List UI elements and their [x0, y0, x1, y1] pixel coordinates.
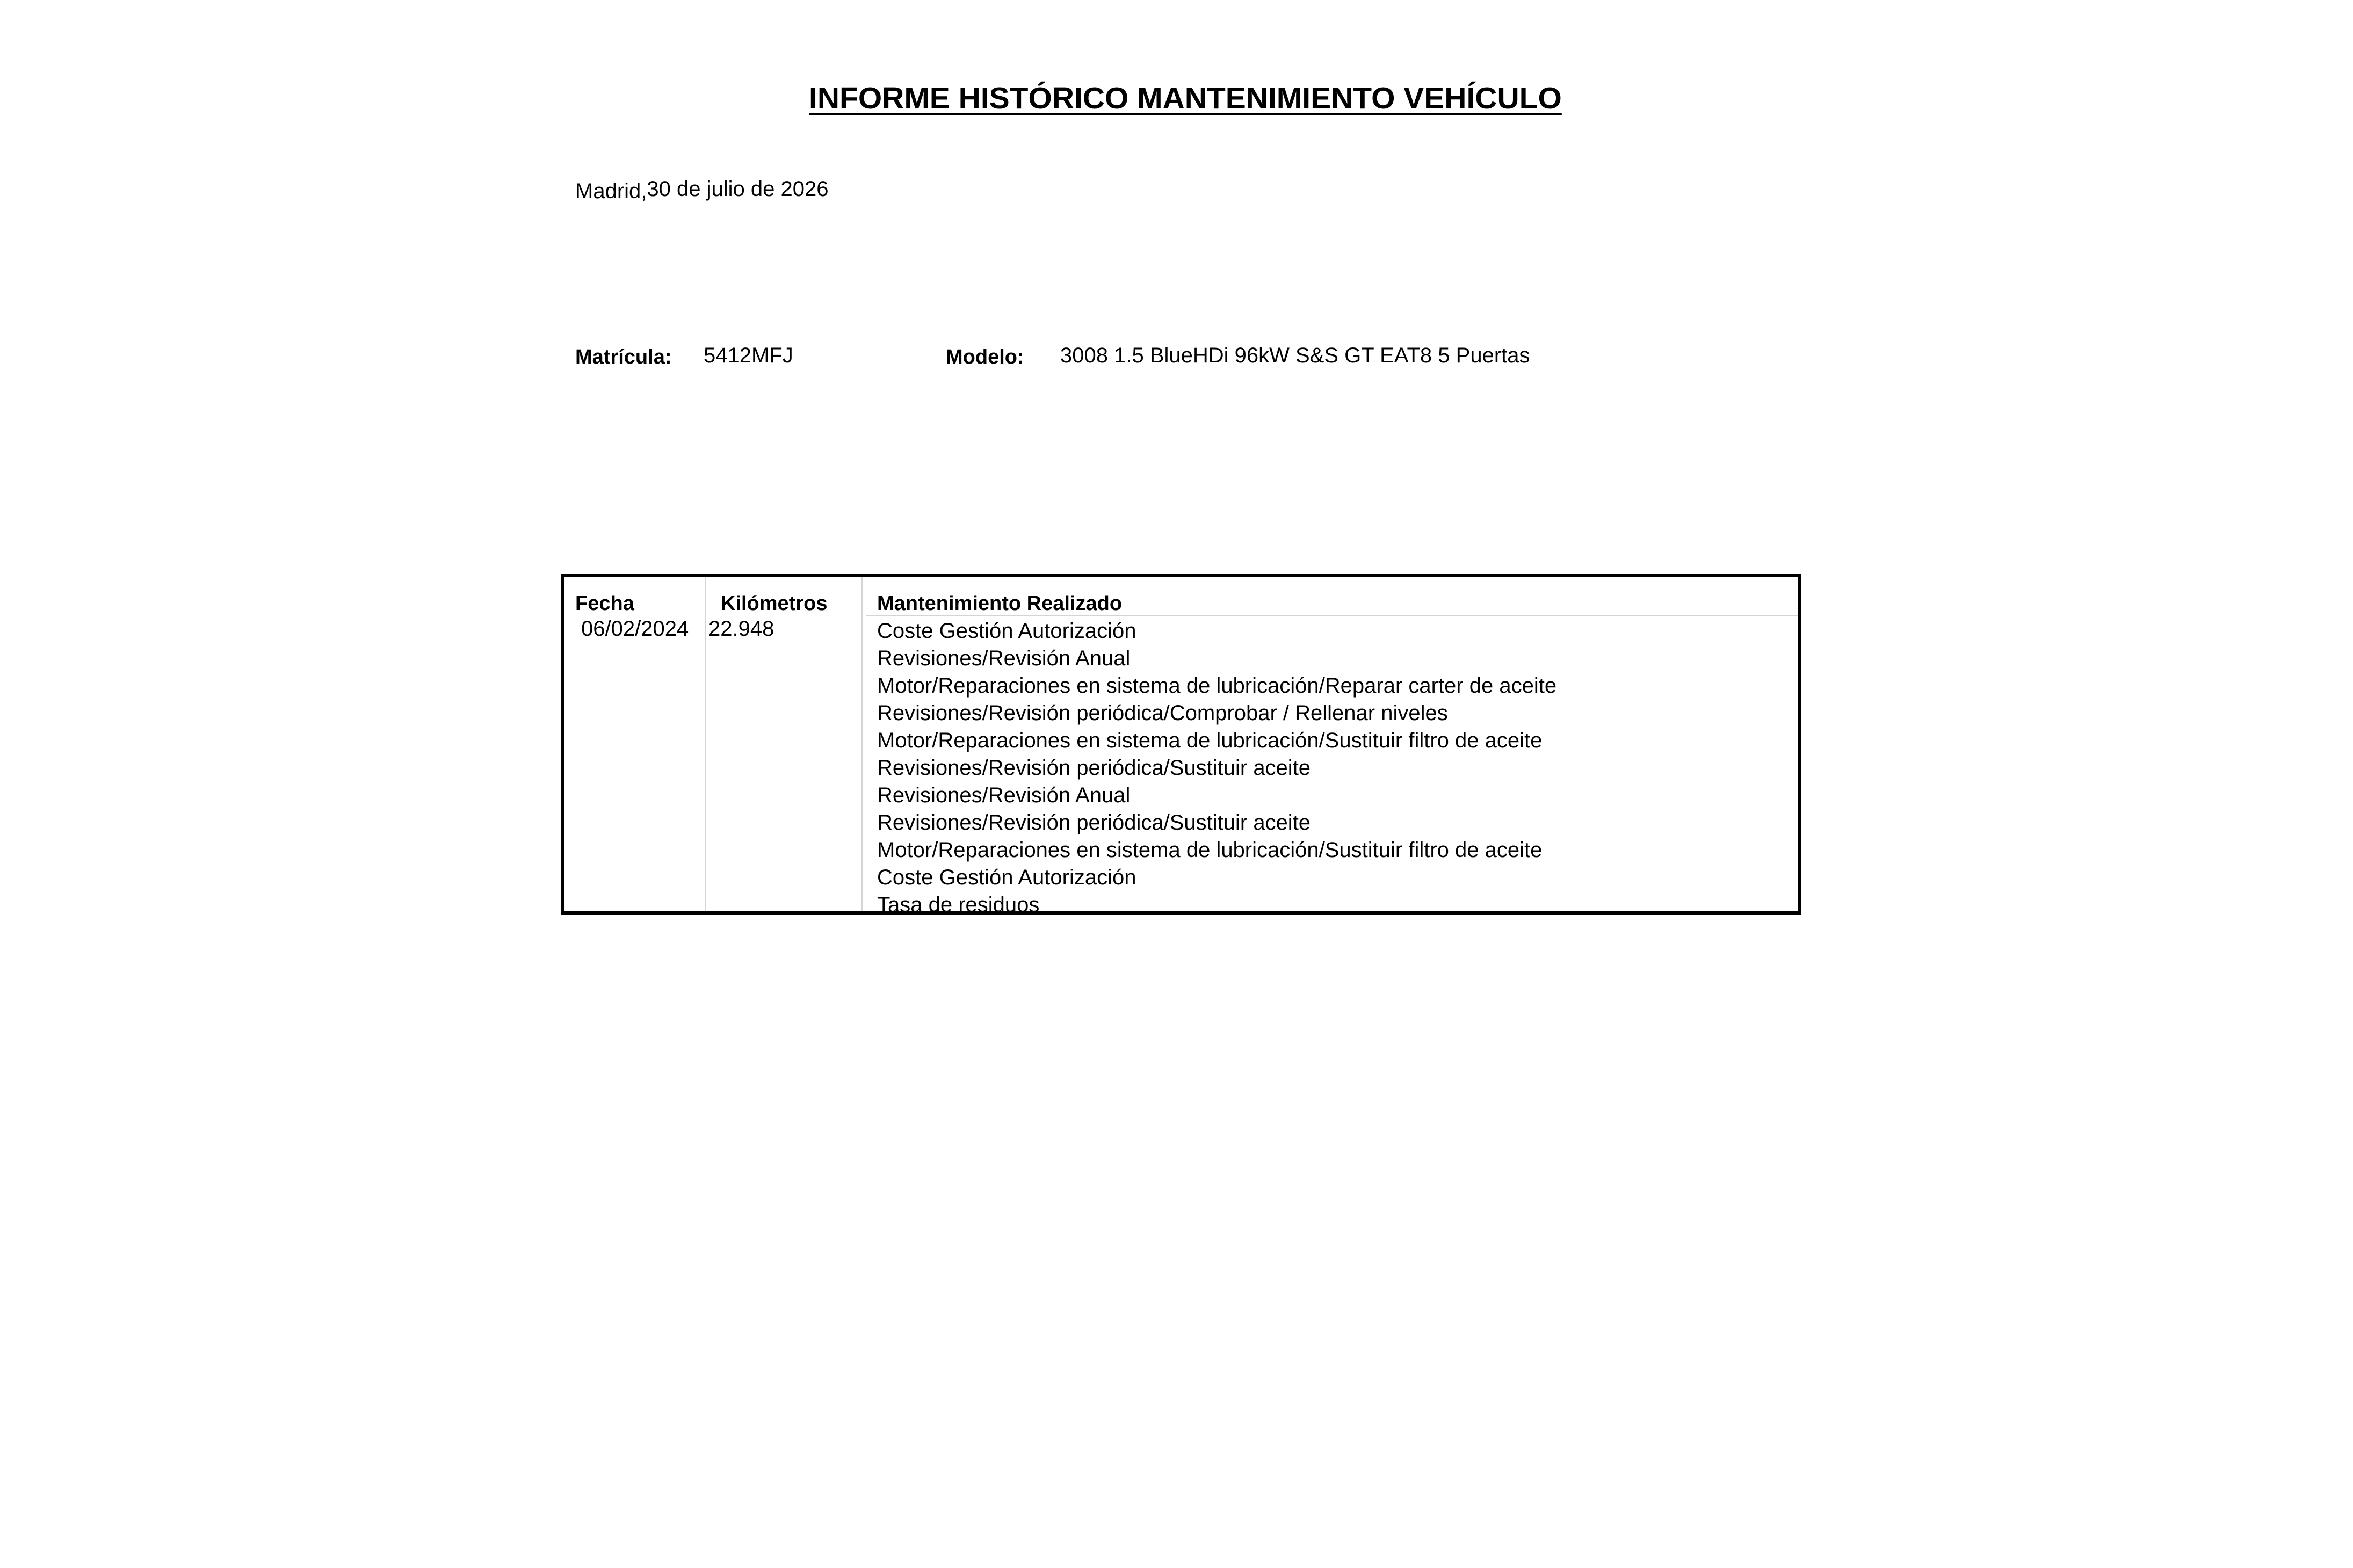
- city: Madrid,: [575, 179, 647, 203]
- maintenance-task: Coste Gestión Autorización: [877, 619, 1136, 643]
- model-value: 3008 1.5 BlueHDi 96kW S&S GT EAT8 5 Puertas: [1060, 344, 1530, 367]
- place-date: [575, 177, 828, 201]
- column-divider: [705, 577, 706, 911]
- maintenance-task: Revisiones/Revisión periódica/Sustituir aceite: [877, 811, 1311, 834]
- plate-label: Matrícula:: [575, 346, 672, 368]
- maintenance-task: Motor/Reparaciones en sistema de lubricación/Sustituir filtro de aceite: [877, 729, 1543, 752]
- maintenance-task: Revisiones/Revisión periódica/Sustituir aceite: [877, 756, 1311, 780]
- maintenance-task: Revisiones/Revisión Anual: [877, 647, 1131, 670]
- maintenance-table: [561, 574, 1801, 915]
- maintenance-task: Revisiones/Revisión periódica/Comprobar / Rellenar niveles: [877, 701, 1448, 725]
- model-label: Modelo:: [946, 346, 1024, 368]
- report-title: INFORME HISTÓRICO MANTENIMIENTO VEHÍCULO: [809, 81, 1562, 115]
- maintenance-task: Tasa de residuos: [877, 893, 1040, 917]
- plate-value: 5412MFJ: [704, 344, 793, 367]
- maintenance-task-list: [877, 618, 1556, 919]
- maintenance-task: Revisiones/Revisión Anual: [877, 783, 1131, 807]
- row-date: 06/02/2024: [581, 617, 689, 641]
- header-km: Kilómetros: [721, 592, 828, 615]
- header-maintenance: Mantenimiento Realizado: [877, 592, 1123, 615]
- maintenance-task: Motor/Reparaciones en sistema de lubricación/Sustituir filtro de aceite: [877, 838, 1543, 862]
- column-divider: [861, 577, 863, 911]
- maintenance-task: Coste Gestión Autorización: [877, 866, 1136, 889]
- row-km: 22.948: [708, 617, 774, 641]
- report-date: 30 de julio de 2026: [647, 177, 829, 201]
- maintenance-task: Motor/Reparaciones en sistema de lubricación/Reparar carter de aceite: [877, 674, 1557, 698]
- header-date: Fecha: [575, 592, 634, 615]
